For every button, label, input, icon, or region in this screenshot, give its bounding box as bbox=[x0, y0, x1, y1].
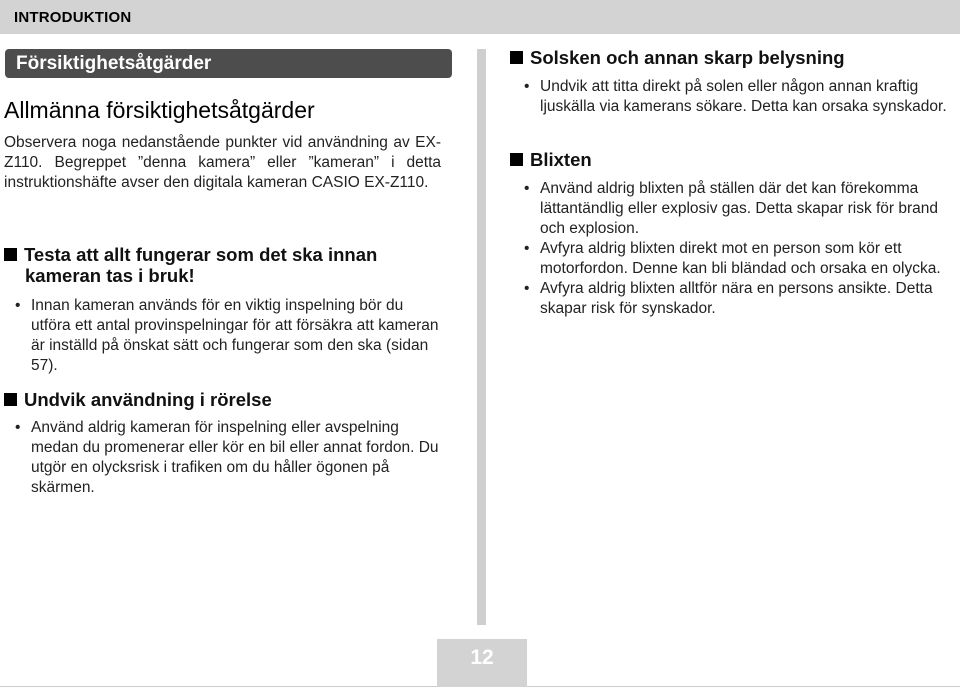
bullet-dot-icon: • bbox=[15, 297, 21, 314]
bullet-list-flash bbox=[523, 179, 958, 319]
bullet-list-sunlight bbox=[523, 77, 958, 117]
heading-text: Solsken och annan skarp belysning bbox=[530, 47, 845, 68]
page-title: Allmänna försiktighetsåtgärder bbox=[4, 97, 315, 123]
heading-test-before-use bbox=[4, 244, 377, 286]
list-item bbox=[523, 179, 958, 239]
section-banner-title: Försiktighetsåtgärder bbox=[16, 53, 212, 74]
list-item bbox=[14, 296, 442, 376]
list-item bbox=[523, 239, 958, 279]
section-banner bbox=[5, 49, 452, 78]
heading-text-line1: Testa att allt fungerar som det ska innan bbox=[24, 244, 378, 265]
bullet-dot-icon: • bbox=[524, 78, 530, 95]
bullet-list-motion bbox=[14, 418, 440, 498]
heading-text: Undvik användning i rörelse bbox=[24, 389, 272, 410]
column-divider bbox=[477, 49, 486, 625]
list-item-text: Innan kameran används för en viktig inspelning bör du utföra ett antal provinspelningar för att försäkra att kameran är inställd på önskat sätt och fungerar som den ska (sidan 57). bbox=[31, 297, 439, 374]
heading-text-line2: kameran tas i bruk! bbox=[25, 265, 195, 286]
heading-text: Blixten bbox=[530, 149, 592, 170]
bullet-dot-icon: • bbox=[15, 419, 21, 436]
bullet-dot-icon: • bbox=[524, 240, 530, 257]
heading-avoid-motion bbox=[4, 389, 272, 410]
chapter-header-bar bbox=[0, 0, 960, 34]
list-item bbox=[523, 77, 958, 117]
list-item-text: Avfyra aldrig blixten direkt mot en person som kör ett motorfordon. Denne kan bli bländad och orsaka en olycka. bbox=[540, 240, 941, 277]
bullet-dot-icon: • bbox=[524, 280, 530, 297]
chapter-label: INTRODUKTION bbox=[14, 9, 132, 26]
page-number-box bbox=[437, 639, 527, 687]
list-item bbox=[14, 418, 440, 498]
list-item-text: Avfyra aldrig blixten alltför nära en persons ansikte. Detta skapar risk för synskador. bbox=[540, 280, 933, 317]
bullet-dot-icon: • bbox=[524, 180, 530, 197]
list-item-text: Använd aldrig kameran för inspelning eller avspelning medan du promenerar eller kör en bil eller annat fordon. Du utgör en olycksrisk i trafiken om du håller ögonen på skärmen. bbox=[31, 419, 439, 496]
square-bullet-icon bbox=[510, 51, 523, 64]
page-number: 12 bbox=[470, 646, 494, 669]
square-bullet-icon bbox=[510, 153, 523, 166]
list-item-text: Använd aldrig blixten på ställen där det kan förekomma lättantändlig eller explosiv gas. Detta skapar risk för brand och explosion. bbox=[540, 180, 939, 237]
heading-flash bbox=[510, 149, 592, 170]
heading-sunlight bbox=[510, 47, 845, 68]
bullet-list-test bbox=[14, 296, 442, 376]
square-bullet-icon bbox=[4, 393, 17, 406]
list-item-text: Undvik att titta direkt på solen eller någon annan kraftig ljuskälla via kamerans sökare. Detta kan orsaka synskador. bbox=[540, 78, 947, 115]
intro-paragraph: Observera noga nedanstående punkter vid användning av EX-Z110. Begreppet ”denna kamera” eller ”kameran” i detta instruktionshäfte avser den digitala kameran CASIO EX-Z110. bbox=[4, 134, 441, 191]
list-item bbox=[523, 279, 958, 319]
square-bullet-icon bbox=[4, 248, 17, 261]
